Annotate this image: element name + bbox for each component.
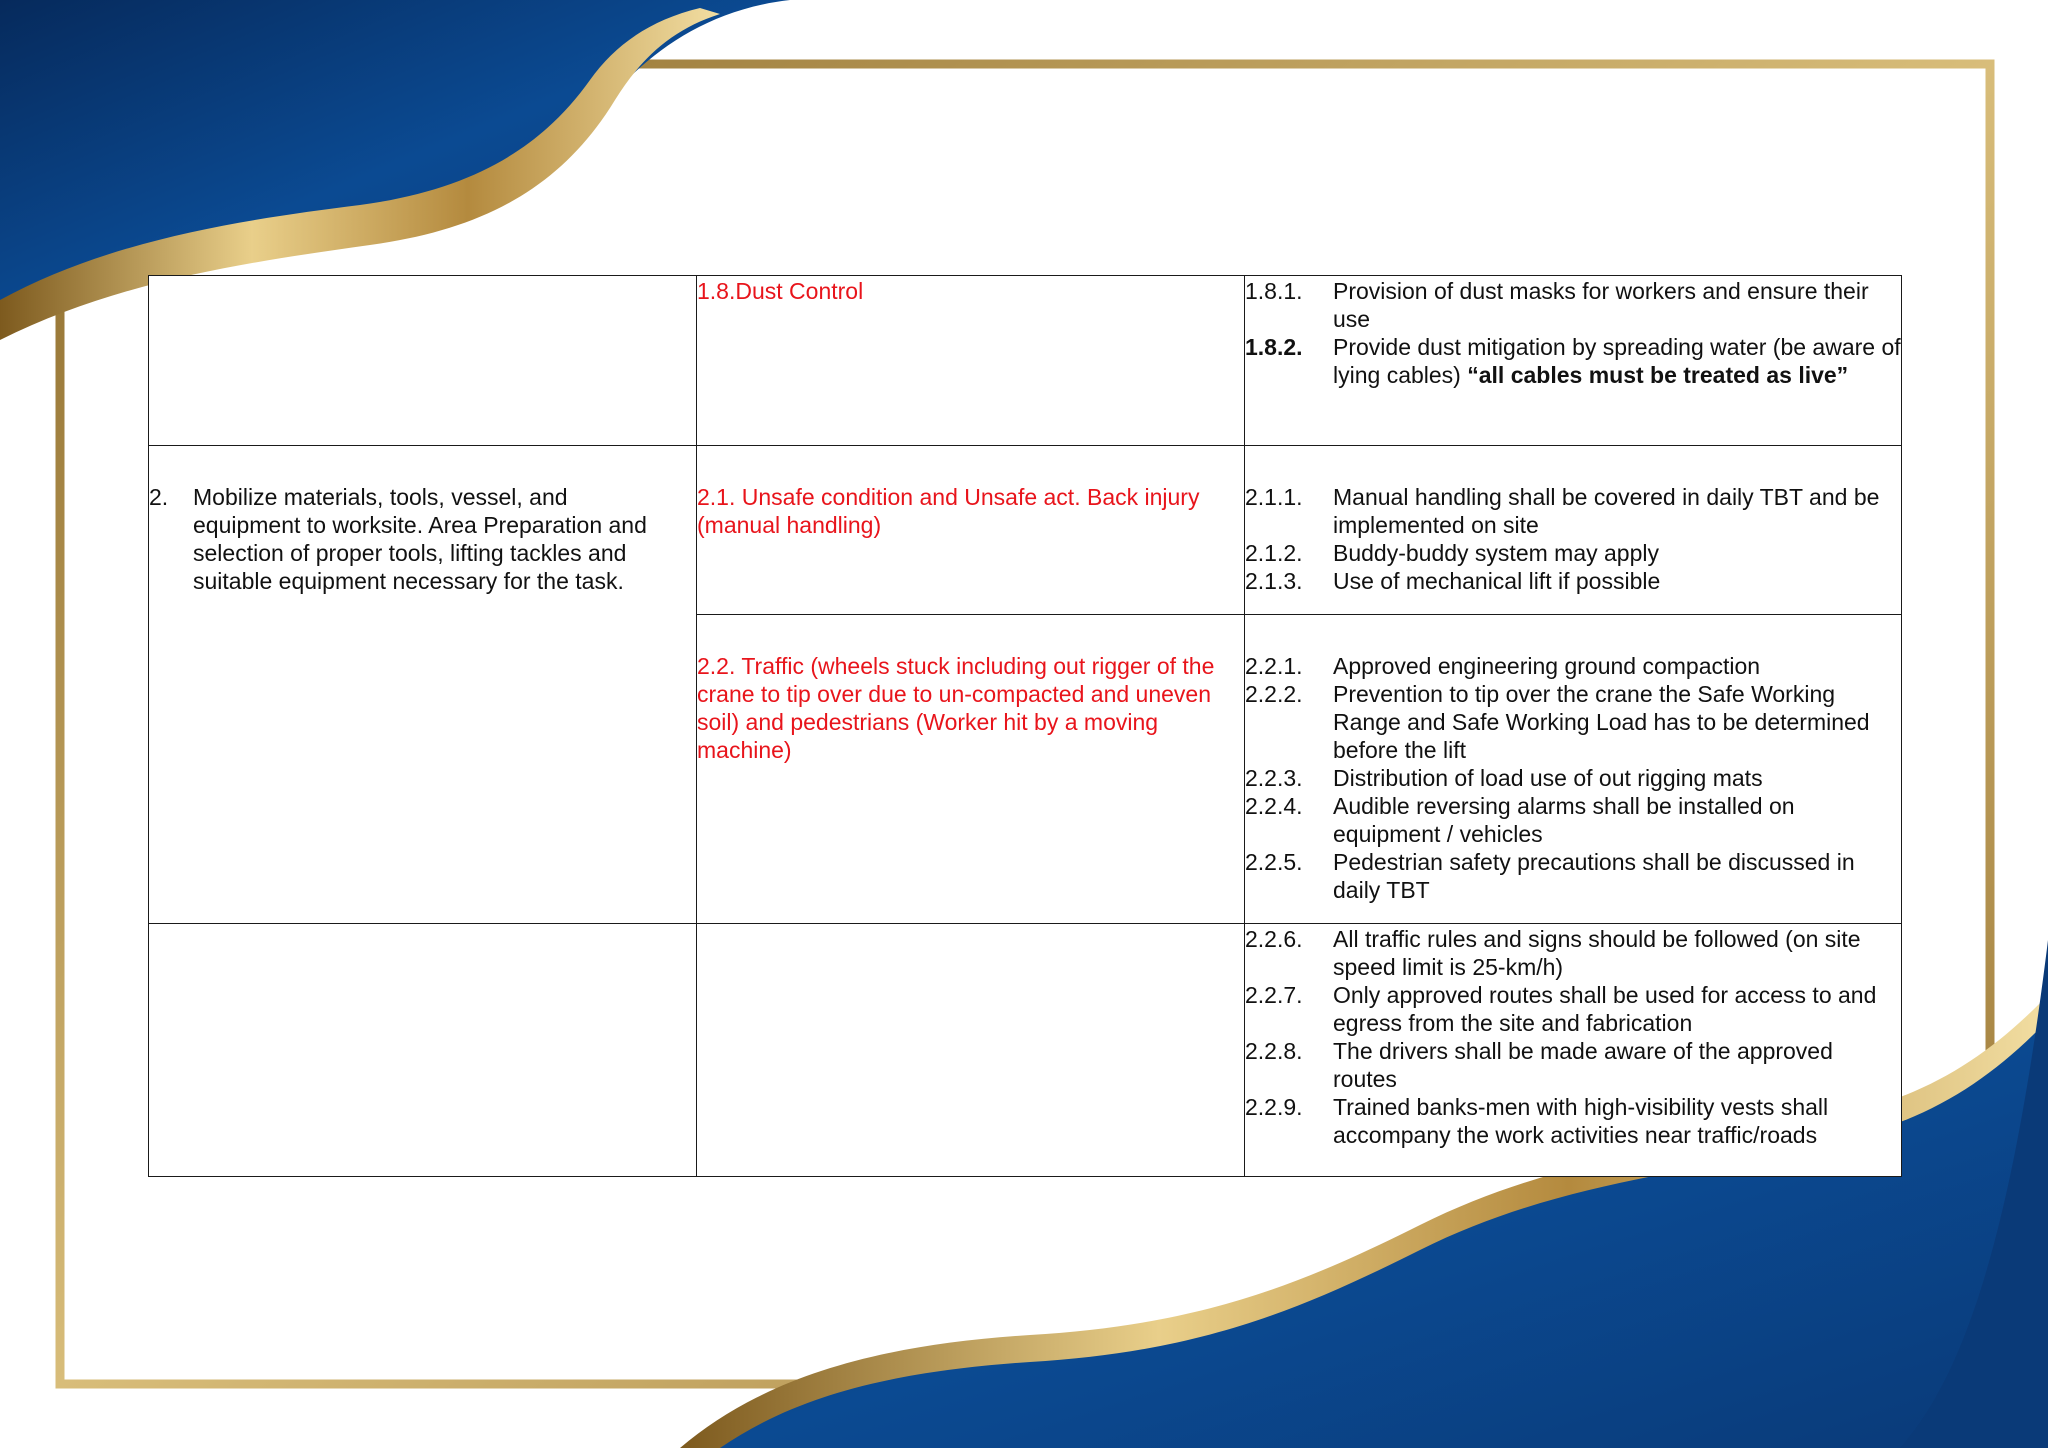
- list-item: 2.1.3. Use of mechanical lift if possible: [1245, 568, 1661, 594]
- job-safety-analysis-table: [148, 275, 1902, 1177]
- table-row: [149, 924, 1902, 1177]
- list-item: 2.1.2. Buddy-buddy system may apply: [1245, 540, 1659, 566]
- hazard-text: Unsafe condition and Unsafe act. Back injury (manual handling): [697, 484, 1200, 538]
- list-item: 2.2.8. The drivers shall be made aware of the approved routes: [1245, 1038, 1833, 1092]
- list-item: 2.2.3. Distribution of load use of out rigging mats: [1245, 765, 1763, 791]
- hazard-cell: [697, 615, 1245, 924]
- list-item: 2.2.5. Pedestrian safety precautions shall be discussed in daily TBT: [1245, 849, 1855, 903]
- hazard-text: Traffic (wheels stuck including out rigger of the crane to tip over due to un-compacted and uneven soil) and pedestrians (Worker hit by a moving machine): [697, 653, 1215, 763]
- step-cell: [149, 276, 697, 446]
- list-item: 2.2.7. Only approved routes shall be used for access to and egress from the site and fabrication: [1245, 982, 1877, 1036]
- hazard-cell: [697, 276, 1245, 446]
- hazard-cell: [697, 446, 1245, 615]
- step-cell: [149, 924, 697, 1177]
- list-item: 2.2.1. Approved engineering ground compaction: [1245, 653, 1761, 679]
- list-item: 2.2.9. Trained banks-men with high-visibility vests shall accompany the work activities near traffic/roads: [1245, 1094, 1829, 1148]
- controls-cell: [1245, 615, 1902, 924]
- hazard-number: 2.1.: [697, 484, 736, 510]
- controls-cell: [1245, 446, 1902, 615]
- controls-cell: [1245, 276, 1902, 446]
- hazard-text: Dust Control: [735, 278, 864, 304]
- list-item: 1.8.1. Provision of dust masks for workers and ensure their use: [1245, 278, 1869, 332]
- table-row: [149, 446, 1902, 615]
- table-row: [149, 276, 1902, 446]
- list-item: 1.8.2. Provide dust mitigation by spreading water (be aware of lying cables) “all cables must be treated as live”: [1245, 334, 1901, 388]
- hazard-cell: [697, 924, 1245, 1177]
- step-text: Mobilize materials, tools, vessel, and equipment to worksite. Area Preparation and selection of proper tools, lifting tackles and suitable equipment necessary for the task.: [193, 484, 647, 594]
- step-cell: [149, 446, 697, 924]
- step-number: 2.: [149, 484, 169, 510]
- list-item: 2.1.1. Manual handling shall be covered in daily TBT and be implemented on site: [1245, 484, 1880, 538]
- list-item: 2.2.4. Audible reversing alarms shall be installed on equipment / vehicles: [1245, 793, 1795, 847]
- hazard-number: 1.8.: [697, 278, 736, 304]
- list-item: 2.2.6. All traffic rules and signs should be followed (on site speed limit is 25-km/h): [1245, 926, 1861, 980]
- hazard-number: 2.2.: [697, 653, 736, 679]
- controls-cell: [1245, 924, 1902, 1177]
- emphasis-text: “all cables must be treated as live”: [1467, 362, 1849, 388]
- list-item: 2.2.2. Prevention to tip over the crane the Safe Working Range and Safe Working Load has to be determined before the lift: [1245, 681, 1870, 763]
